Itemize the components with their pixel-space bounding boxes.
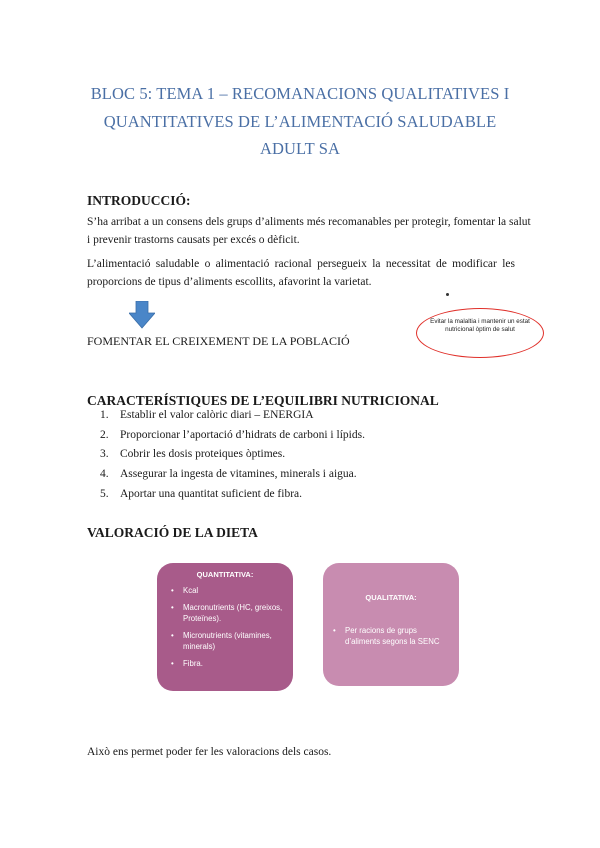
quantitativa-list bbox=[169, 585, 287, 669]
intro-p2-line-2: proporcions de tipus d’aliments escollits, afavorint la varietat. bbox=[87, 275, 372, 288]
title-line-1: BLOC 5: TEMA 1 – RECOMANACIONS QUALITATIVES I bbox=[90, 84, 510, 103]
oval-note: Evitar la malaltia i mantenir un estat nutricional òptim de salut bbox=[430, 318, 530, 334]
closing-text: Això ens permet poder fer les valoracions dels casos. bbox=[87, 746, 332, 758]
intro-heading: INTRODUCCIÓ: bbox=[87, 193, 191, 208]
list-item: • Macronutrients (HC, greixos, Proteïnes). bbox=[169, 602, 287, 624]
list-item: • Fibra. bbox=[169, 658, 287, 669]
title-line-2: QUANTITATIVES DE L’ALIMENTACIÓ SALUDABLE bbox=[103, 111, 497, 131]
quantitativa-box bbox=[157, 563, 293, 691]
list-item: 5. Aportar una quantitat suficient de fibra. bbox=[100, 487, 303, 500]
list-item: • Kcal bbox=[169, 585, 287, 596]
dot-mark bbox=[446, 293, 449, 296]
page-title bbox=[60, 80, 540, 163]
qualitativa-box bbox=[323, 563, 459, 686]
intro-paragraph-1 bbox=[87, 214, 531, 249]
intro-p2-line-1: L’alimentació saludable o alimentació racional persegueix la necessitat de modificar les bbox=[87, 258, 515, 270]
quantitativa-title: QUANTITATIVA: bbox=[196, 570, 254, 579]
list-item: 3. Cobrir les dosis proteiques òptimes. bbox=[100, 448, 286, 461]
equilibri-heading: CARACTERÍSTIQUES DE L’EQUILIBRI NUTRICIONAL bbox=[87, 393, 439, 408]
list-item: • Per racions de grups d’aliments segons la SENC bbox=[331, 625, 453, 647]
list-item: 2. Proporcionar l’aportació d’hidrats de carboni i lípids. bbox=[100, 428, 365, 441]
fomentar-text: FOMENTAR EL CREIXEMENT DE LA POBLACIÓ bbox=[87, 334, 350, 348]
down-arrow-icon bbox=[129, 301, 155, 329]
list-item: 4. Assegurar la ingesta de vitamines, minerals i aigua. bbox=[100, 468, 357, 481]
intro-p1-line-1: S’ha arribat a un consens dels grups d’aliments més recomanables per protegir, fomentar la salut bbox=[87, 216, 531, 228]
equilibri-list bbox=[100, 409, 365, 507]
title-line-3: ADULT SA bbox=[259, 139, 341, 158]
intro-p1-line-2: i prevenir trastorns causats per excés o dèficit. bbox=[87, 233, 300, 246]
list-item: 1. Establir el valor calòric diari – ENERGIA bbox=[100, 409, 314, 421]
intro-paragraph-2 bbox=[87, 256, 515, 291]
qualitativa-title: QUALITATIVA: bbox=[365, 593, 417, 602]
valoracio-heading: VALORACIÓ DE LA DIETA bbox=[87, 525, 258, 540]
qualitativa-list bbox=[331, 625, 453, 647]
list-item: • Micronutrients (vitamines, minerals) bbox=[169, 630, 287, 652]
